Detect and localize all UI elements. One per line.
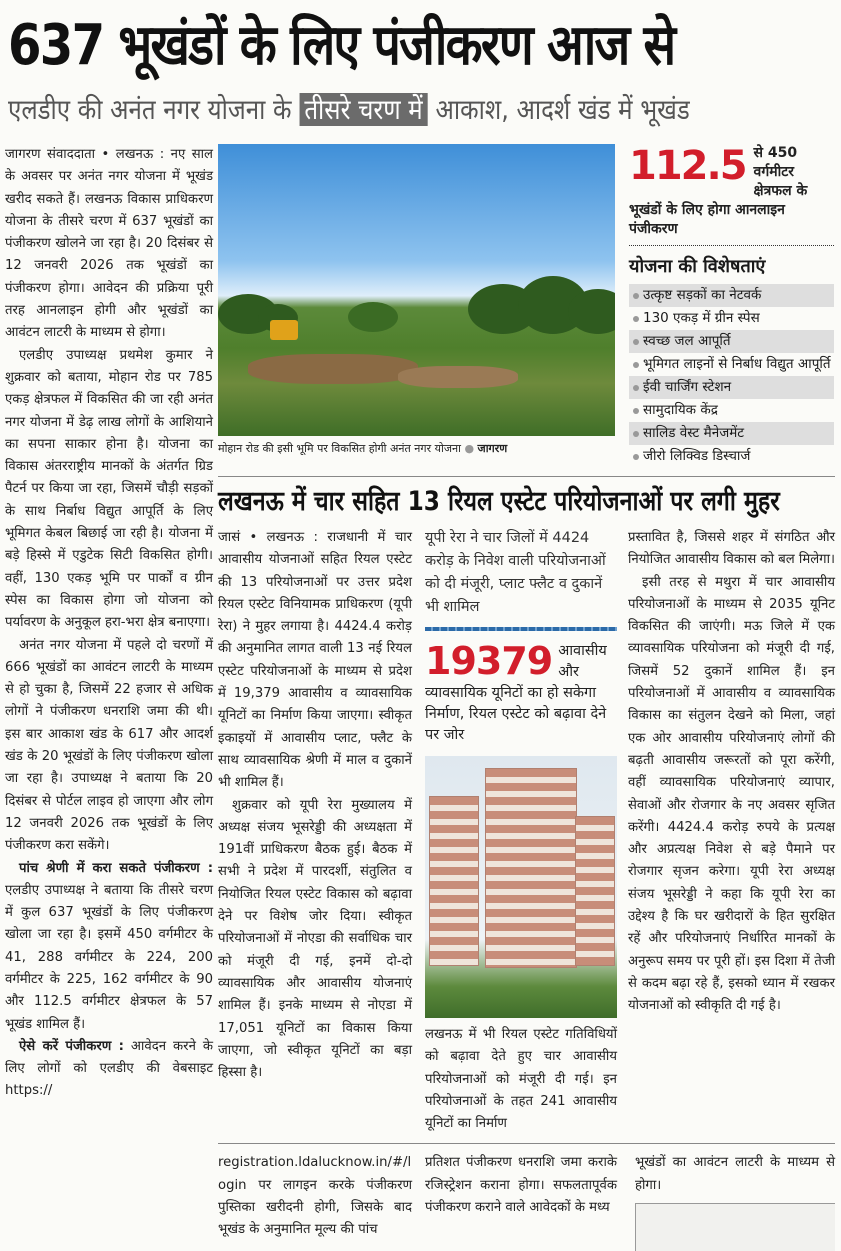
article2-paragraph: जासं • लखनऊ : राजधानी में चार आवासीय योजनाओं सहित रियल एस्टेट की 13 परियोजनाओं पर उत्तर प्रदेश रियल एस्टेट विनियामक प्राधिकरण (यूपी रेरा) ने मुहर लगाया है। 4424.4 करोड़ की अनुमानित लागत वाली 13 नई रियल एस्टेट परियोजनाओं के माध्यम से प्रदेश में 19,379 आवासीय व व्यावसायिक यूनिटों का निर्माण किया जाएगा। स्वीकृत इकाइयों में आवासीय प्लाट, फ्लैट के साथ व्यावसायिक श्रेणी में माल व दुकानें भी शामिल हैं। bbox=[218, 530, 412, 791]
article1-paragraph: अनंत नगर योजना में पहले दो चरणों में 666 भूखंडों का आवंटन लाटरी के माध्यम से हो चुका है, जिसमें 22 हजार से अधिक लोगों ने पंजीकरण धनराशि जमा की थी। इस बार आकाश खंड के 617 और आदर्श खंड के 20 भूखंडों के लिए पंजीकरण खोला जा रहा है। उपाध्यक्ष ने बताया कि 20 दिसंबर से पोर्टल लाइव हो जाएगा और लोग 12 जनवरी 2026 तक भूखंडों के लिए पंजीकरण करा सकेंगे। bbox=[5, 637, 213, 854]
article1-section-categories bbox=[5, 858, 213, 1036]
article2-paragraph: शुक्रवार को यूपी रेरा मुख्यालय में अध्यक्ष संजय भूसरेड्डी की अध्यक्षता में 191वीं प्राधिकरण बैठक हुई। बैठक में सभी ने प्रदेश में पारदर्शी, संतुलित व नियोजित रियल एस्टेट विकास को बढ़ावा देने पर विशेष जोर दिया। स्वीकृत परियोजनाओं में नोएडा की सर्वाधिक चार को मंजूरी दी गई, इनमें दो-दो व्यावसायिक और आवासीय योजनाएं शामिल हैं। इनके माध्यम से नोएडा में 17,051 यूनिटों का विकास किया जाएगा, जो स्वीकृत यूनिटों का बड़ा हिस्सा है। bbox=[218, 797, 412, 1081]
article1-continuation: registration.ldalucknow.in/#/login पर लागइन करके पंजीकरण पुस्तिका खरीदनी होगी, जिसके बाद भूखंड के अनुमानित मूल्य की पांच bbox=[218, 1155, 412, 1238]
feature-item: जीरो लिक्विड डिस्चार्ज bbox=[629, 445, 834, 468]
article1-paragraph: एलडीए उपाध्यक्ष प्रथमेश कुमार ने शुक्रवार को बताया, मोहान रोड पर 785 एकड़ क्षेत्रफल में विकसित की जा रही अनंत नगर योजना में डेढ़ लाख लोगों के आशियाने का सपना साकार होना है। योजना का विकास अंतरराष्ट्रीय मानकों के अंतर्गत ग्रिड पैटर्न पर किया जा रहा, जिसमें चौड़ी सड़कों के साथ निर्बाध विद्युत आपूर्ति के लिए भूमिगत केबल बिछाई जा रही है। योजना में बड़े हिस्से में एडुटेक सिटी विकसित होगी। वहीं, 130 एकड़ भूमि पर पार्कों व ग्रीन स्पेस का विकास होगा जो योजना को पर्यावरण के अनुकूल हरा-भरा क्षेत्र बनाएगा। bbox=[5, 347, 213, 631]
article2-column-b bbox=[425, 527, 617, 1135]
building-photo bbox=[425, 756, 617, 1018]
article2-paragraph: प्रस्तावित है, जिससे शहर में संगठित और नियोजित आवासीय विकास को बल मिलेगा। bbox=[628, 530, 835, 568]
photo-caption: मोहान रोड की इसी भूमि पर विकसित होगी अनंत नगर योजना ● जागरण bbox=[218, 442, 508, 455]
section-body: एलडीए उपाध्यक्ष ने बताया कि तीसरे चरण में कुल 637 भूखंडों के लिए पंजीकरण खोला जा रहा है। इसमें 450 वर्गमीटर के 41, 288 वर्गमीटर के 224, 200 वर्गमीटर के 225, 162 वर्गमीटर के 90 और 112.5 वर्गमीटर क्षेत्रफल के 57 भूखंड शामिल हैं। bbox=[5, 882, 213, 1032]
info-lead: से 450 वर्गमीटर क्षेत्रफल के भूखंडों के लिए होगा आनलाइन पंजीकरण bbox=[629, 145, 808, 237]
article2-columns bbox=[218, 527, 835, 1135]
article1-section-register bbox=[5, 1036, 213, 1103]
article1-paragraph: जागरण संवाददाता • लखनऊ : नए साल के अवसर पर अनंत नगर योजना में भूखंड खरीद सकते हैं। लखनऊ विकास प्राधिकरण योजना के तीसरे चरण में 637 भूखंडों का पंजीकरण खोलने जा रहा है। 20 दिसंबर से 12 जनवरी 2026 तक भूखंडों का पंजीकरण होगा। आवेदन की प्रक्रिया पूरी तरह आनलाइन होगी और भूखंडों का आवंटन लाटरी के माध्यम से होगा। bbox=[5, 147, 213, 341]
subheadline bbox=[8, 88, 718, 132]
dotted-divider bbox=[629, 245, 834, 246]
photo-and-infobox bbox=[218, 144, 835, 468]
feature-item: सामुदायिक केंद्र bbox=[629, 399, 834, 422]
divider bbox=[425, 627, 617, 631]
right-area bbox=[218, 144, 835, 1251]
divider bbox=[218, 1143, 835, 1144]
main-headline: 637 भूखंडों के लिए पंजीकरण आज से bbox=[8, 13, 675, 78]
article2-paragraph: लखनऊ में भी रियल एस्टेट गतिविधियों को बढ़ावा देते हुए चार आवासीय परियोजनाओं को मंजूरी दी गई। इन परियोजनाओं के तहत 241 आवासीय यूनिटों का निर्माण bbox=[425, 1027, 617, 1132]
photo-block bbox=[218, 144, 615, 458]
article2-paragraph: इसी तरह से मथुरा में चार आवासीय परियोजनाओं के माध्यम से 2035 यूनिट विकसित की जाएंगी। मऊ जिले में एक व्यावसायिक परियोजना को मंजूरी दी गई, जिसमें 52 दुकानें शामिल हैं। इन परियोजनाओं में आवासीय व व्यावसायिक विकास का संतुलन देखने को मिला, जहां एक ओर आवासीय परियोजनाएं लोगों की बढ़ती आवासीय जरूरतों को पूरा करेंगी, वहीं व्यावसायिक परियोजनाएं व्यापार, सेवाओं और रोजगार के नए अवसर सृजित करेंगी। 4424.4 करोड़ रुपये के प्रत्यक्ष और अप्रत्यक्ष निवेश से बड़े पैमाने पर रोजगार सृजन करेगा। यूपी रेरा अध्यक्ष संजय भूसरेड्डी ने कहा कि यूपी रेरा का उद्देश्य है कि घर खरीदारों के हित सुरक्षित रहें और परियोजनाएं निर्धारित मानकों के अनुरूप समय पर पूरी हों। इस दिशा में तेजी से कदम बढ़ा रहे हैं, इसको ध्यान में रखकर योजनाओं को स्वीकृति दी गई है। bbox=[628, 574, 835, 1014]
feature-item: स्वच्छ जल आपूर्ति bbox=[629, 330, 834, 353]
article1-continuation-block bbox=[635, 1152, 835, 1251]
article2-column-a bbox=[218, 527, 412, 1084]
caption-text: मोहान रोड की इसी भूमि पर विकसित होगी अनंत नगर योजना bbox=[218, 442, 461, 455]
section-head: पांच श्रेणी में करा सकते पंजीकरण : bbox=[19, 860, 213, 876]
feature-item: सालिड वेस्ट मैनेजमेंट bbox=[629, 422, 834, 445]
article1-continuation-row bbox=[218, 1152, 835, 1251]
header-area bbox=[0, 0, 841, 144]
excavator-icon bbox=[270, 320, 298, 340]
subhead-highlight: तीसरे चरण में bbox=[299, 93, 428, 126]
features-title: योजना की विशेषताएं bbox=[629, 256, 766, 277]
feature-item: ईवी चार्जिंग स्टेशन bbox=[629, 376, 834, 399]
article1-continuation: भूखंडों का आवंटन लाटरी के माध्यम से होगा। bbox=[635, 1155, 835, 1193]
article1-column bbox=[5, 144, 213, 1103]
feature-item: 130 एकड़ में ग्रीन स्पेस bbox=[629, 307, 834, 330]
subhead-post: आकाश, आदर्श खंड में भूखंड bbox=[435, 93, 690, 126]
paper-scrap bbox=[635, 1203, 835, 1251]
article2-subhead: यूपी रेरा ने चार जिलों में 4424 करोड़ के निवेश वाली परियोजनाओं को दी मंजूरी, प्लाट फ्लैट व दुकानें भी शामिल bbox=[425, 530, 606, 615]
article2-headline: लखनऊ में चार सहित 13 रियल एस्टेट परियोजनाओं पर लगी मुहर bbox=[218, 486, 780, 517]
article2-column-c bbox=[628, 527, 835, 1018]
big-number: 112.5 bbox=[629, 143, 746, 189]
subhead-pre: एलडीए की अनंत नगर योजना के bbox=[8, 93, 292, 126]
big-number: 19379 bbox=[425, 639, 553, 683]
section-head: ऐसे करें पंजीकरण : bbox=[19, 1038, 124, 1054]
divider bbox=[218, 476, 835, 477]
article1-continuation: प्रतिशत पंजीकरण धनराशि जमा कराके रजिस्ट्रेशन कराना होगा। सफलतापूर्वक पंजीकरण कराने वाले आवेदकों के मध्य bbox=[425, 1155, 617, 1216]
feature-item: उत्कृष्ट सड़कों का नेटवर्क bbox=[629, 284, 834, 307]
photo-credit: जागरण bbox=[477, 442, 508, 455]
land-photo bbox=[218, 144, 615, 436]
section-body: आवेदन करने के लिए लोगों को एलडीए की वेबसाइट https:// bbox=[5, 1038, 213, 1099]
page-body bbox=[0, 144, 841, 1251]
info-box bbox=[629, 144, 834, 468]
big-number-lead: आवासीय और व्यावसायिक यूनिटों का हो सकेगा निर्माण, रियल एस्टेट को बढ़ावा देने पर जोर bbox=[425, 643, 607, 743]
feature-item: भूमिगत लाइनों से निर्बाध विद्युत आपूर्ति bbox=[629, 353, 834, 376]
